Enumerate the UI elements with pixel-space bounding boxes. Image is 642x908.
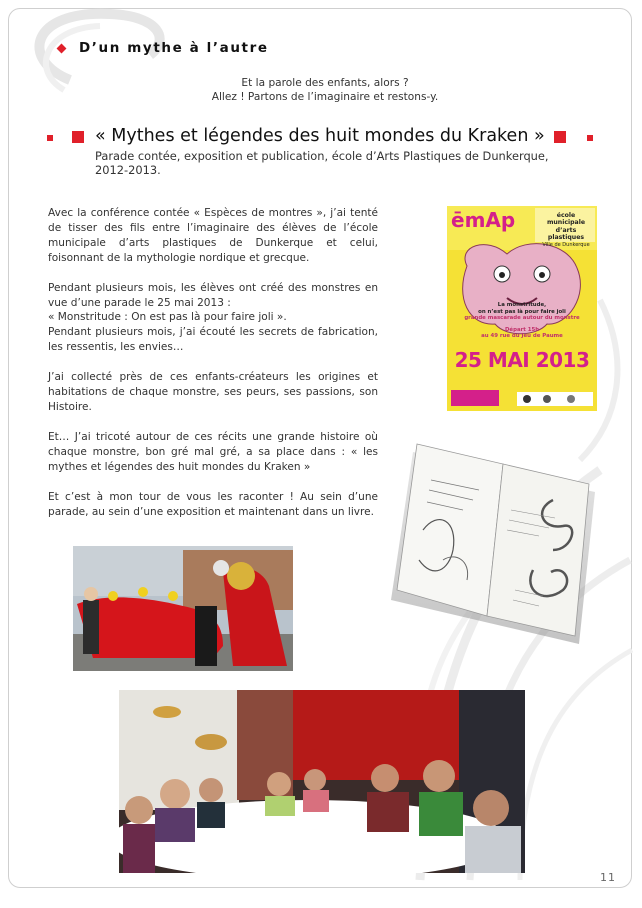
intro-text	[150, 76, 500, 104]
poster-school-line-2: d’arts plastiques	[547, 226, 585, 242]
section-header	[58, 40, 269, 56]
subtitle-line-1: Parade contée, exposition et publication, école d’Arts Plastiques de Dunkerque,	[95, 149, 549, 163]
article-subtitle	[95, 149, 565, 177]
subtitle-line-2: 2012-2013.	[95, 163, 161, 177]
parade-poster	[447, 206, 597, 411]
intro-line-1: Et la parole des enfants, alors ?	[241, 77, 409, 89]
section-title: D’un mythe à l’autre	[79, 40, 269, 56]
diamond-bullet-icon	[57, 43, 67, 53]
paragraph-3: J’ai collecté près de ces enfants-créateurs les origines et habitations de chaque monstre, ses peurs, ses passions, son Histoire.	[48, 371, 378, 413]
poster-school-line-3: Ville de Dunkerque	[542, 241, 590, 248]
red-square-left-icon	[72, 131, 84, 143]
poster-departure-line-2: au 49 rue du Jeu de Paume	[481, 333, 563, 340]
paragraph-2-line-c: Pendant plusieurs mois, j’ai écouté les secrets de fabrication, les ressentis, les envies…	[48, 326, 378, 354]
poster-departure-line-1: Départ 15h	[504, 327, 540, 333]
paragraph-5: Et c’est à mon tour de vous les raconter ! Au sein d’une parade, au sein d’une exposition et maintenant dans un livre.	[48, 490, 378, 518]
red-square-small-right-icon	[587, 135, 593, 141]
poster-tagline	[459, 302, 585, 322]
poster-departure	[477, 327, 567, 340]
poster-school-line-1: école municipale	[546, 212, 586, 227]
paragraph-2-line-a: Pendant plusieurs mois, les élèves ont créé des monstres en vue d’une parade le 25 mai 2013 :	[48, 281, 378, 309]
body-text	[48, 206, 378, 534]
page-number: 11	[600, 871, 616, 884]
red-square-small-left-icon	[47, 135, 53, 141]
parade-photo	[73, 546, 293, 671]
paragraph-2-line-b: « Monstritude : On est pas là pour faire joli ».	[48, 311, 287, 324]
classroom-photo	[119, 690, 525, 873]
poster-school	[537, 212, 595, 249]
article-title: « Mythes et légendes des huit mondes du Kraken »	[95, 126, 545, 146]
poster-date: 25 MAI 2013	[454, 348, 590, 372]
poster-tagline-3: grande mascarade autour du monstre	[464, 315, 580, 322]
paragraph-1: Avec la conférence contée « Espèces de montres », j’ai tenté de tisser des fils entre l’imaginaire des élèves de l’école municipale d’arts plastiques de Dunkerque et celui, foisonnant de la mythologie nordique et grecque.	[48, 207, 378, 264]
intro-line-2: Allez ! Partons de l’imaginaire et restons-y.	[211, 91, 439, 103]
poster-tagline-1: La monstritude,	[497, 302, 547, 308]
paragraph-4: Et… J’ai tricoté autour de ces récits une grande histoire où chaque monstre, bon gré mal gré, a sa place dans : « les mythes et légendes des huit mondes du Kraken »	[48, 430, 378, 473]
red-square-right-icon	[554, 131, 566, 143]
paragraph-2	[48, 281, 378, 356]
open-book-photo	[383, 440, 603, 645]
poster-logo: ēmAp	[451, 208, 516, 232]
poster-tagline-2: on n’est pas là pour faire joli	[478, 308, 566, 315]
